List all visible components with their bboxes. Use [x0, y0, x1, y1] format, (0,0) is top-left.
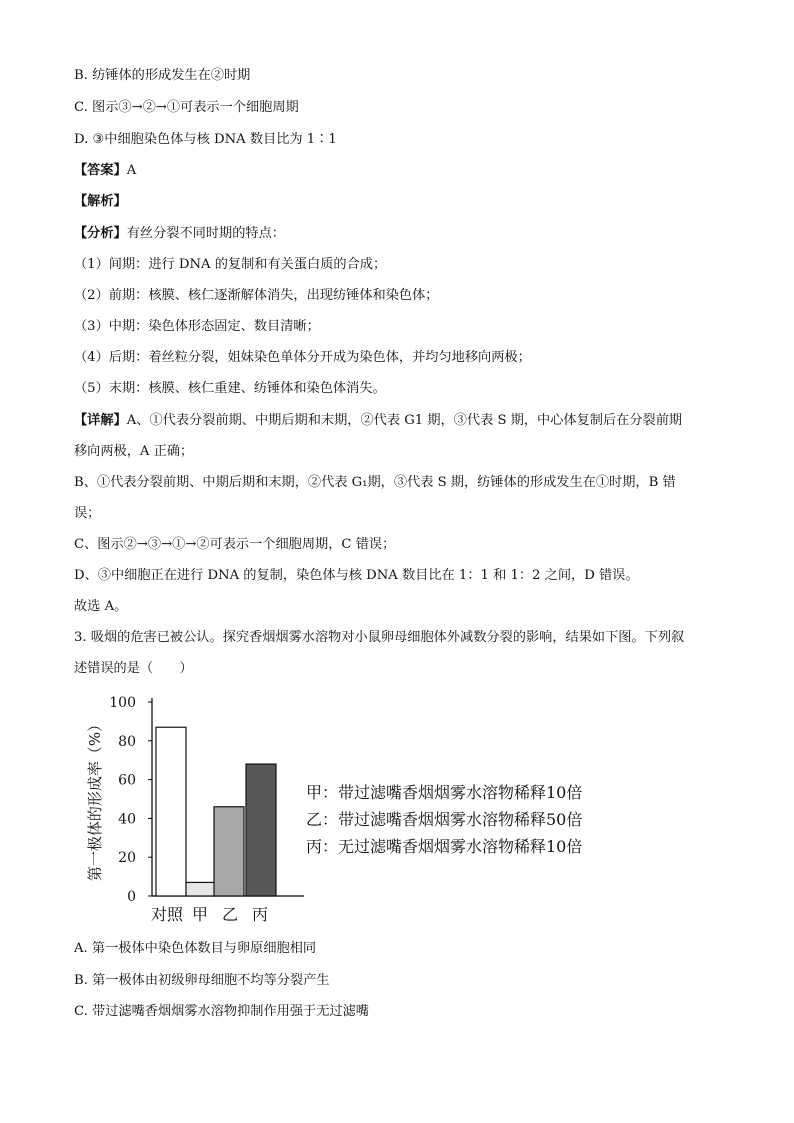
detail-line-6: D、③中细胞正在进行 DNA 的复制，染色体与核 DNA 数目比在 1：1 和 1：2 之间，D 错误。	[74, 568, 639, 583]
line-option-d: D. ③中细胞染色体与核 DNA 数目比为 1∶1	[74, 132, 337, 147]
x-tick-label: 甲	[191, 905, 209, 924]
detail-line-5: C、图示②→③→①→②可表示一个细胞周期，C 错误；	[74, 537, 396, 552]
bar-甲	[186, 882, 216, 896]
conclusion-line: 故选 A。	[74, 599, 128, 614]
y-tick-label: 40	[118, 811, 136, 828]
phase-telophase: （5）末期：核膜、核仁重建、纺锤体和染色体消失。	[74, 381, 386, 396]
phase-metaphase: （3）中期：染色体形态固定、数目清晰；	[74, 319, 320, 334]
legend-jia: 甲：带过滤嘴香烟烟雾水溶物稀释10倍	[306, 783, 583, 802]
detail-text-1: A、①代表分裂前期、中期后期和末期，②代表 G1 期，③代表 S 期，中心体复制后在分裂前期	[126, 413, 683, 428]
xiangjie-tag: 【详解】	[74, 413, 127, 428]
y-tick-label: 60	[118, 772, 136, 789]
line-option-b: B. 纺锤体的形成发生在②时期	[74, 68, 251, 83]
phase-anaphase: （4）后期：着丝粒分裂，姐妹染色单体分开成为染色体，并均匀地移向两极；	[74, 350, 531, 365]
option-b: B. 第一极体由初级卵母细胞不均等分裂产生	[74, 973, 330, 988]
detail-line-1	[74, 412, 682, 430]
answer-line	[74, 162, 136, 180]
option-c: C. 带过滤嘴香烟烟雾水溶物抑制作用强于无过滤嘴	[74, 1004, 369, 1019]
bar-对照	[156, 727, 186, 896]
detail-line-2: 移向两极，A 正确；	[74, 444, 194, 459]
analysis-tag: 【解析】	[74, 194, 127, 209]
question-line-2: 述错误的是（ ）	[74, 661, 193, 676]
y-tick-label: 80	[118, 733, 136, 750]
bar-丙	[246, 764, 276, 896]
line-option-c: C. 图示③→②→①可表示一个细胞周期	[74, 100, 299, 115]
answer-value: A	[126, 163, 137, 178]
question-line-1: 3. 吸烟的危害已被公认。探究香烟烟雾水溶物对小鼠卵母细胞体外减数分裂的影响，结果如下图。下列叙	[74, 630, 685, 645]
bar-chart	[74, 690, 304, 930]
y-tick-label: 20	[118, 850, 136, 867]
phase-prophase: （2）前期：核膜、核仁逐渐解体消失，出现纺锤体和染色体；	[74, 288, 439, 303]
fenxi-text: 有丝分裂不同时期的特点：	[126, 226, 285, 241]
fenxi-tag: 【分析】	[74, 226, 127, 241]
bar-乙	[214, 807, 244, 896]
option-a: A. 第一极体中染色体数目与卵原细胞相同	[74, 941, 317, 956]
legend-bing: 丙：无过滤嘴香烟烟雾水溶物稀释10倍	[306, 837, 583, 856]
detail-line-4: 误；	[74, 506, 101, 521]
fenxi-line	[74, 225, 285, 243]
detail-line-3: B、①代表分裂前期、中期后期和末期，②代表 G₁期，③代表 S 期，纺锤体的形成发生在①时期，B 错	[74, 475, 676, 490]
y-tick-label: 100	[109, 695, 136, 711]
y-tick-label: 0	[127, 889, 136, 905]
y-axis-title: 第一极体的形成率（%）	[86, 716, 104, 882]
x-tick-label: 乙	[221, 905, 239, 924]
answer-tag: 【答案】	[74, 163, 127, 178]
x-tick-label: 对照	[150, 905, 184, 924]
legend-yi: 乙：带过滤嘴香烟烟雾水溶物稀释50倍	[306, 810, 583, 829]
x-tick-label: 丙	[251, 905, 269, 924]
phase-interphase: （1）间期：进行 DNA 的复制和有关蛋白质的合成；	[74, 257, 387, 272]
